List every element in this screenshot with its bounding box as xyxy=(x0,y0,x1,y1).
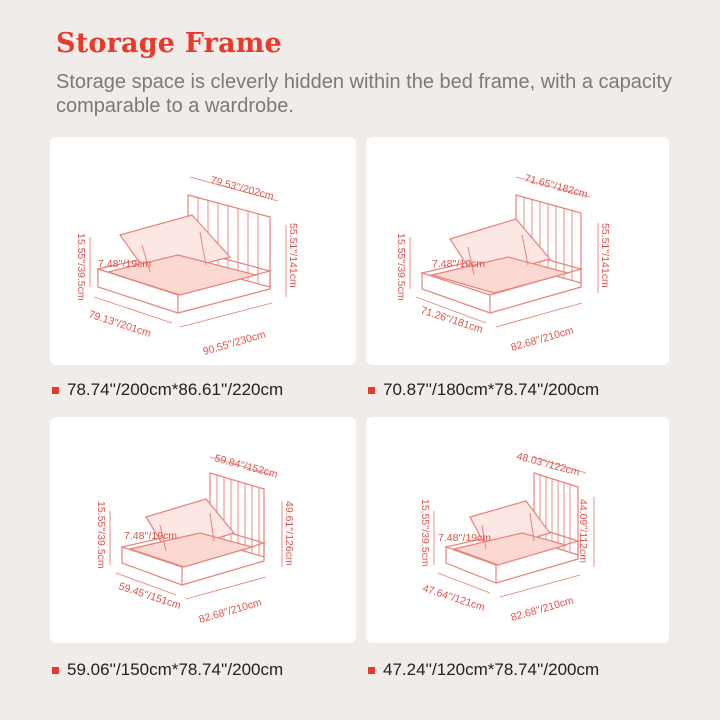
bed-size-caption-4: 47.24''/120cm*78.74''/200cm xyxy=(368,660,599,680)
dim-side-height: 15.55''/39.5cm xyxy=(75,233,87,301)
dim-gas-lift: 7.48''/19cm xyxy=(98,258,152,270)
bed-card-3 xyxy=(50,417,356,643)
dim-headboard-width: 59.84''/152cm xyxy=(213,452,279,481)
dim-headboard-width: 79.53''/202cm xyxy=(209,174,275,203)
bed-diagram-1 xyxy=(50,137,356,365)
dim-side-height: 15.55''/39.5cm xyxy=(395,233,407,301)
bed-diagram-3 xyxy=(50,417,356,643)
dim-frame-width: 47.64''/121cm xyxy=(421,582,487,614)
dim-gas-lift: 7.48''/19cm xyxy=(124,530,178,542)
page-title: Storage Frame xyxy=(56,28,282,59)
dim-height: 55.51''/141cm xyxy=(287,223,299,288)
dim-side-height: 15.55''/39.5cm xyxy=(419,499,431,567)
bed-card-1 xyxy=(50,137,356,365)
dim-height: 49.61''/126cm xyxy=(283,501,295,566)
bed-card-4 xyxy=(366,417,669,643)
dim-gas-lift: 7.48''/19cm xyxy=(432,258,486,270)
dim-headboard-width: 48.03''/122cm xyxy=(515,450,581,479)
dim-height: 55.51''/141cm xyxy=(599,223,611,288)
dim-side-height: 15.55''/39.5cm xyxy=(95,501,107,569)
dim-gas-lift: 7.48''/19cm xyxy=(438,532,492,544)
bullet-square-icon xyxy=(52,387,59,394)
dim-frame-length: 82.68''/210cm xyxy=(509,594,576,624)
dim-frame-width: 71.26''/181cm xyxy=(419,304,485,336)
bed-size-caption-2: 70.87''/180cm*78.74''/200cm xyxy=(368,380,599,400)
bed-size-caption-1: 78.74''/200cm*86.61''/220cm xyxy=(52,380,283,400)
bed-diagram-2 xyxy=(366,137,669,365)
bullet-square-icon xyxy=(368,387,375,394)
bed-diagram-4 xyxy=(366,417,669,643)
dim-frame-width: 79.13''/201cm xyxy=(87,308,153,340)
dim-frame-length: 90.55''/230cm xyxy=(201,328,268,358)
bullet-square-icon xyxy=(368,667,375,674)
dim-headboard-width: 71.65''/182cm xyxy=(523,172,589,201)
dim-frame-length: 82.68''/210cm xyxy=(197,596,264,626)
dim-height: 44.09''/112cm xyxy=(577,499,589,563)
bullet-square-icon xyxy=(52,667,59,674)
bed-card-2 xyxy=(366,137,669,365)
page-subtitle: Storage space is cleverly hidden within the bed frame, with a capacity comparable to a wardrobe. xyxy=(56,71,672,117)
bed-size-caption-3: 59.06''/150cm*78.74''/200cm xyxy=(52,660,283,680)
dim-frame-length: 82.68''/210cm xyxy=(509,324,576,354)
dim-frame-width: 59.45''/151cm xyxy=(117,580,183,612)
